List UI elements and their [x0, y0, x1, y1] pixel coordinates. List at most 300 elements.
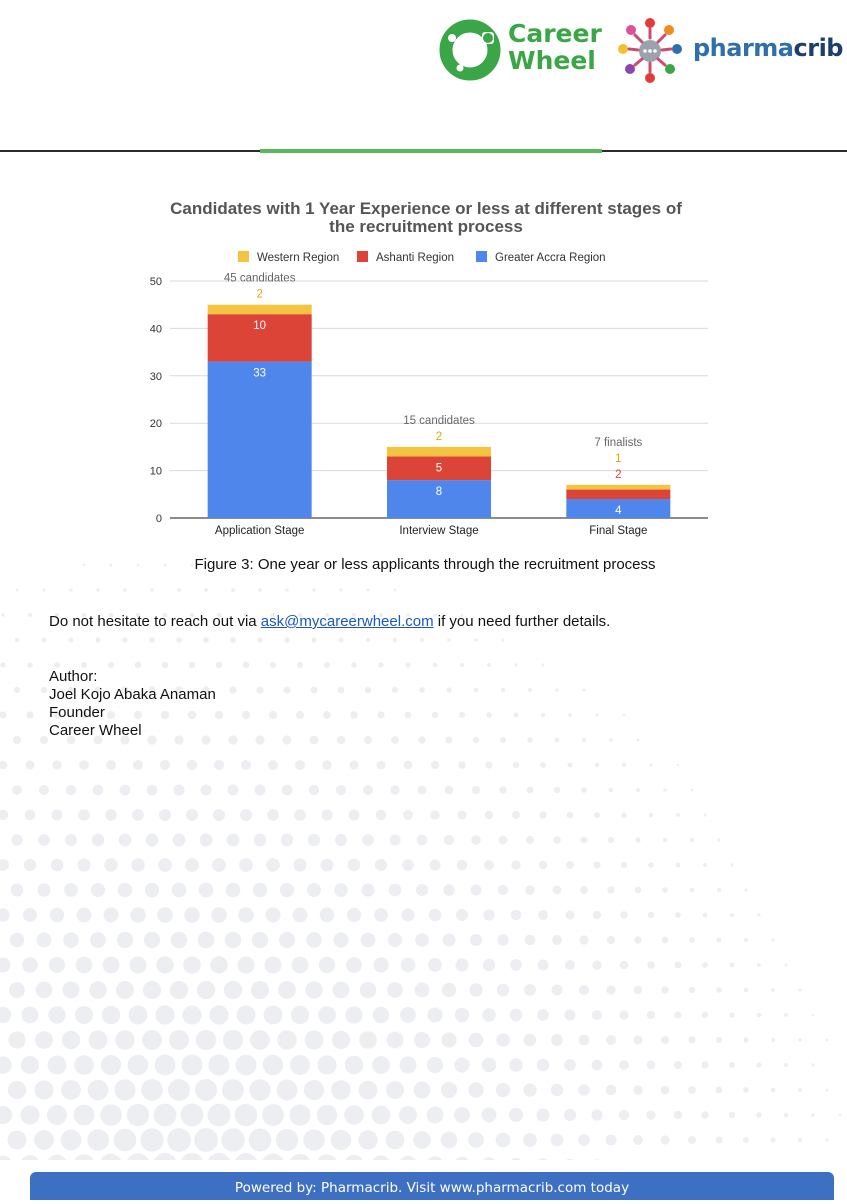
decorative-dot — [757, 913, 760, 916]
decorative-dot — [173, 784, 184, 795]
decorative-dot — [426, 1156, 443, 1160]
decorative-dot — [621, 812, 626, 817]
decorative-dot — [223, 1030, 243, 1050]
decorative-dot — [524, 1034, 537, 1047]
decorative-dot — [703, 913, 708, 918]
decorative-dot — [254, 834, 267, 847]
decorative-dot — [633, 1085, 643, 1095]
decorative-dot — [42, 638, 47, 643]
decorative-dot — [338, 687, 345, 694]
decorative-dot — [173, 834, 186, 847]
decorative-dot — [551, 1134, 564, 1147]
decorative-dot — [76, 957, 92, 973]
decorative-dot — [688, 1036, 695, 1043]
decorative-dot — [208, 1054, 229, 1075]
decorative-dot — [441, 1132, 458, 1149]
decorative-dot — [0, 1106, 12, 1124]
decorative-dot — [730, 913, 734, 917]
decorative-dot — [798, 1038, 801, 1041]
decorative-dot — [581, 787, 587, 793]
decorative-dot — [591, 1109, 602, 1120]
bar-segment — [208, 305, 312, 314]
decorative-dot — [361, 883, 374, 896]
legend-swatch — [238, 251, 249, 262]
decorative-dot — [0, 859, 9, 871]
decorative-dot — [155, 1005, 174, 1024]
decorative-dot — [221, 1128, 245, 1152]
decorative-dot — [528, 688, 532, 692]
decorative-dot — [1, 613, 5, 617]
decorative-dot — [351, 662, 357, 668]
decorative-dot — [415, 983, 430, 998]
decorative-dot — [318, 1006, 336, 1024]
decorative-dot — [231, 588, 235, 592]
decorative-dot — [675, 962, 682, 969]
decorative-dot — [65, 834, 77, 846]
decorative-dot — [661, 1136, 670, 1145]
decorative-dot — [565, 960, 575, 970]
decorative-dot — [21, 1056, 39, 1074]
decorative-dot — [306, 932, 322, 948]
decorative-dot — [567, 762, 572, 767]
decorative-dot — [513, 762, 519, 768]
decorative-dot — [446, 737, 453, 744]
decorative-dot — [39, 785, 49, 795]
decorative-dot — [637, 739, 640, 742]
decorative-dot — [446, 687, 451, 692]
decorative-dot — [553, 886, 562, 895]
decorative-dot — [11, 834, 22, 845]
decorative-dot — [266, 858, 280, 872]
decorative-dot — [177, 588, 181, 592]
decorative-dot — [171, 932, 188, 949]
decorative-dot — [253, 883, 268, 898]
bar-segment — [208, 362, 312, 518]
decorative-dot — [289, 1154, 311, 1160]
decorative-dot — [376, 810, 387, 821]
decorative-dot — [297, 662, 303, 668]
decorative-dot — [208, 1104, 231, 1127]
decorative-dot — [153, 1153, 177, 1160]
decorative-dot — [147, 785, 158, 796]
decorative-dot — [756, 1062, 761, 1067]
decorative-dot — [215, 711, 223, 719]
decorative-dot — [38, 834, 50, 846]
decorative-dot — [594, 812, 600, 818]
decorative-dot — [24, 859, 36, 871]
decorative-dot — [510, 1009, 523, 1022]
decorative-dot — [554, 787, 560, 793]
decorative-dot — [716, 1037, 722, 1043]
decorative-dot — [579, 1035, 590, 1046]
decorative-dot — [429, 859, 440, 870]
decorative-dot — [211, 907, 227, 923]
decorative-dot — [373, 957, 388, 972]
decorative-dot — [321, 809, 332, 820]
decorative-dot — [159, 809, 171, 821]
figure-caption: Figure 3: One year or less applicants through the recruitment process — [0, 556, 847, 573]
decorative-dot — [486, 712, 491, 717]
decorative-dot — [622, 763, 626, 767]
decorative-dot — [293, 858, 306, 871]
decorative-dot — [285, 588, 289, 592]
career-wheel-wordmark — [508, 20, 602, 74]
stacked-bar-chart — [120, 195, 740, 545]
decorative-dot — [483, 959, 495, 971]
decorative-dot — [399, 1106, 417, 1124]
decorative-dot — [497, 934, 508, 945]
decorative-dot — [197, 981, 215, 999]
decorative-dot — [146, 834, 159, 847]
decorative-dot — [344, 1155, 364, 1160]
y-tick-label: 50 — [150, 276, 162, 288]
decorative-dot — [363, 785, 373, 795]
decorative-dot — [387, 982, 403, 998]
decorative-dot — [40, 736, 48, 744]
author-role: Founder — [49, 704, 216, 722]
decorative-dot — [203, 637, 209, 643]
decorative-dot — [470, 934, 482, 946]
career-wheel-logo — [438, 18, 603, 82]
bar-segment — [387, 447, 491, 456]
decorative-dot — [144, 932, 160, 948]
pharmacrib-wordmark-part2: crib — [794, 34, 843, 62]
decorative-dot — [170, 981, 188, 999]
decorative-dot — [388, 933, 402, 947]
decorative-dot — [427, 1107, 444, 1124]
decorative-dot — [771, 938, 774, 941]
decorative-dot — [405, 712, 412, 719]
decorative-dot — [181, 1104, 204, 1127]
decorative-dot — [404, 761, 412, 769]
decorative-dot — [483, 909, 494, 920]
decorative-dot — [701, 1111, 708, 1118]
decorative-dot — [312, 588, 315, 591]
decorative-dot — [511, 860, 520, 869]
decorative-dot — [310, 736, 319, 745]
decorative-dot — [10, 933, 24, 947]
decorative-dot — [555, 738, 560, 743]
decorative-dot — [25, 760, 34, 769]
decorative-dot — [798, 1138, 802, 1142]
decorative-dot — [0, 662, 5, 667]
decorative-dot — [267, 809, 279, 821]
decorative-dot — [454, 1057, 469, 1072]
decorative-dot — [337, 736, 346, 745]
author-label: Author: — [49, 668, 216, 686]
decorative-dot — [647, 961, 655, 969]
decorative-dot — [0, 761, 7, 770]
legend-label: Greater Accra Region — [495, 252, 606, 264]
decorative-dot — [100, 1154, 123, 1160]
data-label: 1 — [615, 453, 621, 465]
decorative-dot — [730, 963, 735, 968]
decorative-dot — [595, 763, 600, 768]
decorative-dot — [222, 1079, 244, 1101]
decorative-dot — [143, 981, 161, 999]
author-org: Career Wheel — [49, 722, 216, 740]
decorative-dot — [702, 1012, 708, 1018]
decorative-dot — [77, 908, 92, 923]
decorative-dot — [580, 886, 588, 894]
decorative-dot — [523, 1083, 536, 1096]
decorative-dot — [674, 1111, 682, 1119]
decorative-dot — [359, 1031, 377, 1049]
decorative-dot — [106, 760, 116, 770]
decorative-dot — [350, 711, 357, 718]
y-tick-label: 40 — [150, 323, 162, 335]
decorative-dot — [784, 963, 787, 966]
decorative-dot — [487, 663, 491, 667]
decorative-dot — [278, 981, 296, 999]
decorative-dot — [77, 858, 90, 871]
decorative-dot — [387, 1032, 404, 1049]
decorative-dot — [730, 863, 733, 866]
decorative-dot — [8, 1131, 27, 1150]
decorative-dot — [34, 1130, 54, 1150]
decorative-dot — [25, 810, 36, 821]
decorative-dot — [127, 1104, 149, 1126]
decorative-dot — [427, 1007, 442, 1022]
decorative-dot — [149, 637, 155, 643]
decorative-dot — [826, 1039, 828, 1041]
decorative-dot — [552, 935, 562, 945]
decorative-dot — [93, 785, 104, 796]
decorative-dot — [0, 712, 6, 719]
decorative-dot — [539, 861, 548, 870]
decorative-dot — [282, 785, 293, 796]
decorative-dot — [358, 1130, 378, 1150]
decorative-dot — [103, 907, 118, 922]
decorative-dot — [553, 836, 561, 844]
decorative-dot — [419, 687, 425, 693]
decorative-dot — [194, 1128, 218, 1152]
decorative-dot — [386, 1131, 405, 1150]
decorative-dot — [95, 637, 100, 642]
decorative-dot — [623, 714, 626, 717]
decorative-dot — [62, 1031, 81, 1050]
decorative-dot — [729, 1112, 735, 1118]
decorative-dot — [511, 910, 522, 921]
decorative-dot — [717, 888, 721, 892]
decorative-dot — [771, 1038, 775, 1042]
decorative-dot — [8, 1031, 25, 1048]
decorative-dot — [469, 983, 482, 996]
decorative-dot — [715, 1136, 722, 1143]
decorative-dot — [674, 1061, 682, 1069]
decorative-dot — [284, 637, 289, 642]
decorative-dot — [105, 809, 117, 821]
decorative-dot — [332, 1031, 350, 1049]
decorative-dot — [212, 858, 226, 872]
decorative-dot — [27, 662, 33, 668]
decorative-dot — [62, 981, 79, 998]
decorative-dot — [180, 1153, 204, 1160]
decorative-dot — [364, 736, 372, 744]
decorative-dot — [338, 637, 343, 642]
decorative-dot — [264, 956, 281, 973]
decorative-dot — [362, 834, 374, 846]
decorative-dot — [366, 638, 371, 643]
decorative-dot — [499, 836, 508, 845]
total-label: 7 finalists — [594, 437, 642, 449]
decorative-dot — [309, 785, 320, 796]
decorative-dot — [129, 956, 146, 973]
decorative-dot — [635, 887, 641, 893]
decorative-dot — [525, 935, 536, 946]
decorative-dot — [648, 862, 654, 868]
decorative-dot — [156, 956, 173, 973]
decorative-dot — [399, 1156, 417, 1160]
decorative-dot — [743, 1137, 749, 1143]
decorative-dot — [210, 956, 227, 973]
decorative-dot — [401, 958, 416, 973]
decorative-dot — [471, 835, 481, 845]
decorative-dot — [74, 1055, 94, 1075]
decorative-dot — [402, 859, 414, 871]
decorative-dot — [433, 663, 438, 668]
decorative-dot — [91, 883, 105, 897]
decorative-dot — [229, 686, 236, 693]
decorative-dot — [296, 711, 304, 719]
decorative-dot — [729, 1012, 735, 1018]
legend-label: Western Region — [257, 252, 339, 264]
decorative-dot — [308, 834, 320, 846]
y-tick-label: 20 — [150, 418, 162, 430]
pharmacrib-wordmark — [693, 34, 843, 62]
decorative-dot — [662, 887, 668, 893]
decorative-dot — [677, 764, 679, 766]
decorative-dot — [443, 934, 456, 947]
decorative-dot — [249, 1079, 270, 1100]
decorative-dot — [609, 788, 614, 793]
decorative-dot — [36, 982, 52, 998]
decorative-dot — [688, 1136, 696, 1144]
decorative-dot — [88, 1080, 109, 1101]
decorative-dot — [674, 1011, 681, 1018]
decorative-dot — [512, 811, 520, 819]
decorative-dot — [207, 1153, 231, 1160]
contact-line — [49, 613, 610, 630]
decorative-dot — [291, 1006, 309, 1024]
decorative-dot — [114, 1079, 135, 1100]
decorative-dot — [591, 1159, 603, 1160]
decorative-dot — [74, 1105, 95, 1126]
decorative-dot — [69, 588, 72, 591]
decorative-dot — [119, 834, 132, 847]
decorative-dot — [277, 1030, 296, 1049]
decorative-dot — [647, 1011, 655, 1019]
decorative-dot — [241, 760, 251, 770]
legend-label: Ashanti Region — [376, 252, 454, 264]
decorative-dot — [268, 760, 278, 770]
decorative-dot — [258, 588, 262, 592]
decorative-dot — [564, 1109, 576, 1121]
decorative-dot — [400, 1057, 417, 1074]
decorative-dot — [103, 957, 120, 974]
decorative-dot — [619, 1110, 629, 1120]
decorative-dot — [228, 735, 237, 744]
x-tick-label: Interview Stage — [399, 525, 478, 537]
decorative-dot — [51, 809, 62, 820]
decorative-dot — [37, 933, 52, 948]
decorative-dot — [427, 1057, 443, 1073]
decorative-dot — [771, 988, 775, 992]
decorative-dot — [484, 860, 494, 870]
decorative-dot — [390, 785, 399, 794]
decorative-dot — [132, 809, 144, 821]
decorative-dot — [702, 962, 708, 968]
email-link[interactable]: ask@mycareerwheel.com — [261, 613, 434, 630]
decorative-dot — [128, 1055, 149, 1076]
decorative-dot — [468, 1082, 483, 1097]
decorative-dot — [237, 956, 254, 973]
decorative-dot — [225, 932, 241, 948]
decorative-dot — [224, 981, 242, 999]
decorative-dot — [418, 736, 425, 743]
author-name: Joel Kojo Abaka Anaman — [49, 686, 216, 704]
decorative-dot — [34, 1080, 53, 1099]
decorative-dot — [501, 688, 505, 692]
decorative-dot — [100, 1104, 122, 1126]
decorative-dot — [262, 1104, 284, 1126]
decorative-dot — [101, 1055, 121, 1075]
decorative-dot — [443, 884, 455, 896]
decorative-dot — [263, 1055, 283, 1075]
decorative-dot — [349, 810, 360, 821]
contact-suffix: if you need further details. — [434, 613, 611, 630]
decorative-dot — [799, 989, 802, 992]
bar-segment — [566, 485, 670, 490]
decorative-dot — [372, 1056, 390, 1074]
decorative-dot — [0, 810, 8, 820]
decorative-dot — [432, 712, 438, 718]
y-tick-label: 30 — [150, 371, 162, 383]
decorative-dot — [264, 1006, 283, 1025]
decorative-dot — [500, 737, 506, 743]
decorative-dot — [235, 1104, 257, 1126]
decorative-dot — [172, 883, 187, 898]
decorative-dot — [689, 937, 695, 943]
decorative-dot — [238, 907, 254, 923]
decorative-dot — [565, 910, 574, 919]
bar-segment — [566, 490, 670, 499]
decorative-dot — [209, 1005, 228, 1024]
decorative-dot — [481, 1107, 496, 1122]
decorative-dot — [537, 1009, 549, 1021]
chart-title-line1: Candidates with 1 Year Experience or less at different stages of — [120, 200, 732, 218]
decorative-dot — [150, 588, 154, 592]
decorative-dot — [430, 810, 440, 820]
decorative-dot — [68, 637, 73, 642]
decorative-dot — [454, 1157, 470, 1160]
decorative-dot — [251, 981, 269, 999]
decorative-dot — [347, 908, 361, 922]
decorative-dot — [661, 1036, 669, 1044]
decorative-dot — [373, 1007, 390, 1024]
decorative-dot — [255, 735, 264, 744]
decorative-dot — [365, 687, 371, 693]
decorative-dot — [474, 638, 477, 641]
footer-text: Powered by: Pharmacrib. Visit www.pharmacrib.com today — [235, 1180, 629, 1196]
decorative-dot — [839, 1114, 842, 1117]
decorative-dot — [619, 1010, 628, 1019]
decorative-dot — [691, 789, 694, 792]
decorative-dot — [0, 1156, 12, 1160]
decorative-dot — [375, 859, 387, 871]
decorative-dot — [498, 885, 508, 895]
decorative-dot — [227, 784, 238, 795]
